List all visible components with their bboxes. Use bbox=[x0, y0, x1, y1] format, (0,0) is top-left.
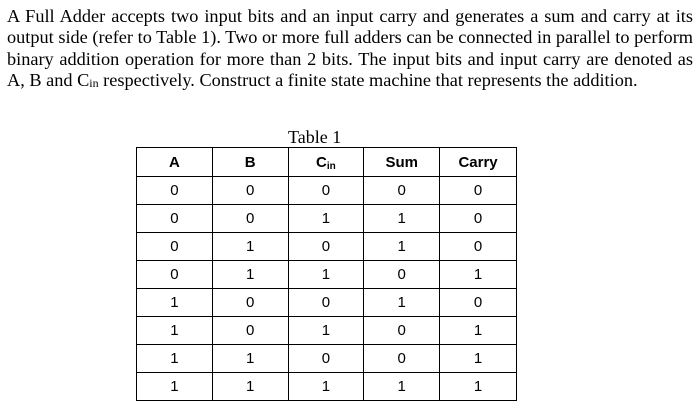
cell-carry: 0 bbox=[440, 233, 517, 261]
table-row bbox=[137, 373, 517, 401]
cell-carry: 0 bbox=[440, 205, 517, 233]
header-cin bbox=[288, 148, 364, 177]
cell-cin: 1 bbox=[288, 373, 364, 401]
cell-cin: 1 bbox=[288, 205, 364, 233]
cell-a: 0 bbox=[137, 261, 213, 289]
cell-cin: 1 bbox=[288, 261, 364, 289]
cell-b: 1 bbox=[212, 261, 288, 289]
cell-a: 0 bbox=[137, 177, 213, 205]
cell-a: 0 bbox=[137, 205, 213, 233]
header-sum: Sum bbox=[364, 148, 440, 177]
cell-carry: 1 bbox=[440, 345, 517, 373]
cin-subscript: in bbox=[89, 76, 99, 91]
cell-cin: 0 bbox=[288, 345, 364, 373]
cell-a: 1 bbox=[137, 289, 213, 317]
cell-cin: 0 bbox=[288, 233, 364, 261]
cell-cin: 1 bbox=[288, 317, 364, 345]
header-a: A bbox=[137, 148, 213, 177]
cell-sum: 0 bbox=[364, 261, 440, 289]
cell-b: 0 bbox=[212, 205, 288, 233]
table-row bbox=[137, 233, 517, 261]
cell-b: 1 bbox=[212, 373, 288, 401]
header-cin-base: C bbox=[316, 153, 327, 171]
cell-b: 0 bbox=[212, 177, 288, 205]
table-caption: Table 1 bbox=[288, 127, 342, 147]
header-cin-sub: in bbox=[326, 160, 336, 172]
cell-carry: 1 bbox=[440, 261, 517, 289]
cell-sum: 0 bbox=[364, 345, 440, 373]
cell-cin: 0 bbox=[288, 289, 364, 317]
cell-b: 1 bbox=[212, 345, 288, 373]
cell-carry: 0 bbox=[440, 289, 517, 317]
table-row bbox=[137, 205, 517, 233]
cell-sum: 1 bbox=[364, 289, 440, 317]
cell-sum: 0 bbox=[364, 317, 440, 345]
cell-sum: 1 bbox=[364, 233, 440, 261]
cell-b: 1 bbox=[212, 233, 288, 261]
cell-a: 1 bbox=[137, 373, 213, 401]
cell-carry: 1 bbox=[440, 317, 517, 345]
cell-sum: 1 bbox=[364, 373, 440, 401]
cell-sum: 1 bbox=[364, 205, 440, 233]
cell-a: 1 bbox=[137, 317, 213, 345]
cell-a: 1 bbox=[137, 345, 213, 373]
header-b: B bbox=[212, 148, 288, 177]
cell-carry: 0 bbox=[440, 177, 517, 205]
cell-cin: 0 bbox=[288, 177, 364, 205]
cell-a: 0 bbox=[137, 233, 213, 261]
cell-sum: 0 bbox=[364, 177, 440, 205]
table-row bbox=[137, 177, 517, 205]
table-row bbox=[137, 261, 517, 289]
truth-table bbox=[136, 147, 517, 401]
table-row bbox=[137, 345, 517, 373]
cell-carry: 1 bbox=[440, 373, 517, 401]
problem-text-part1: A Full Adder accepts two input bits and an input carry and generates a sum and carry at its output side (refer to Table 1). Two or more full adders can be connected in parallel to perform binary addition operation for more than 2 bits. The input bits and input carry are denoted as A, B and C bbox=[7, 6, 693, 91]
cell-b: 0 bbox=[212, 317, 288, 345]
table-row bbox=[137, 289, 517, 317]
problem-statement bbox=[7, 6, 693, 92]
cell-b: 0 bbox=[212, 289, 288, 317]
header-carry: Carry bbox=[440, 148, 517, 177]
header-row bbox=[137, 148, 517, 177]
problem-text-part2: respectively. Construct a finite state machine that represents the addition. bbox=[98, 70, 638, 91]
table-row bbox=[137, 317, 517, 345]
